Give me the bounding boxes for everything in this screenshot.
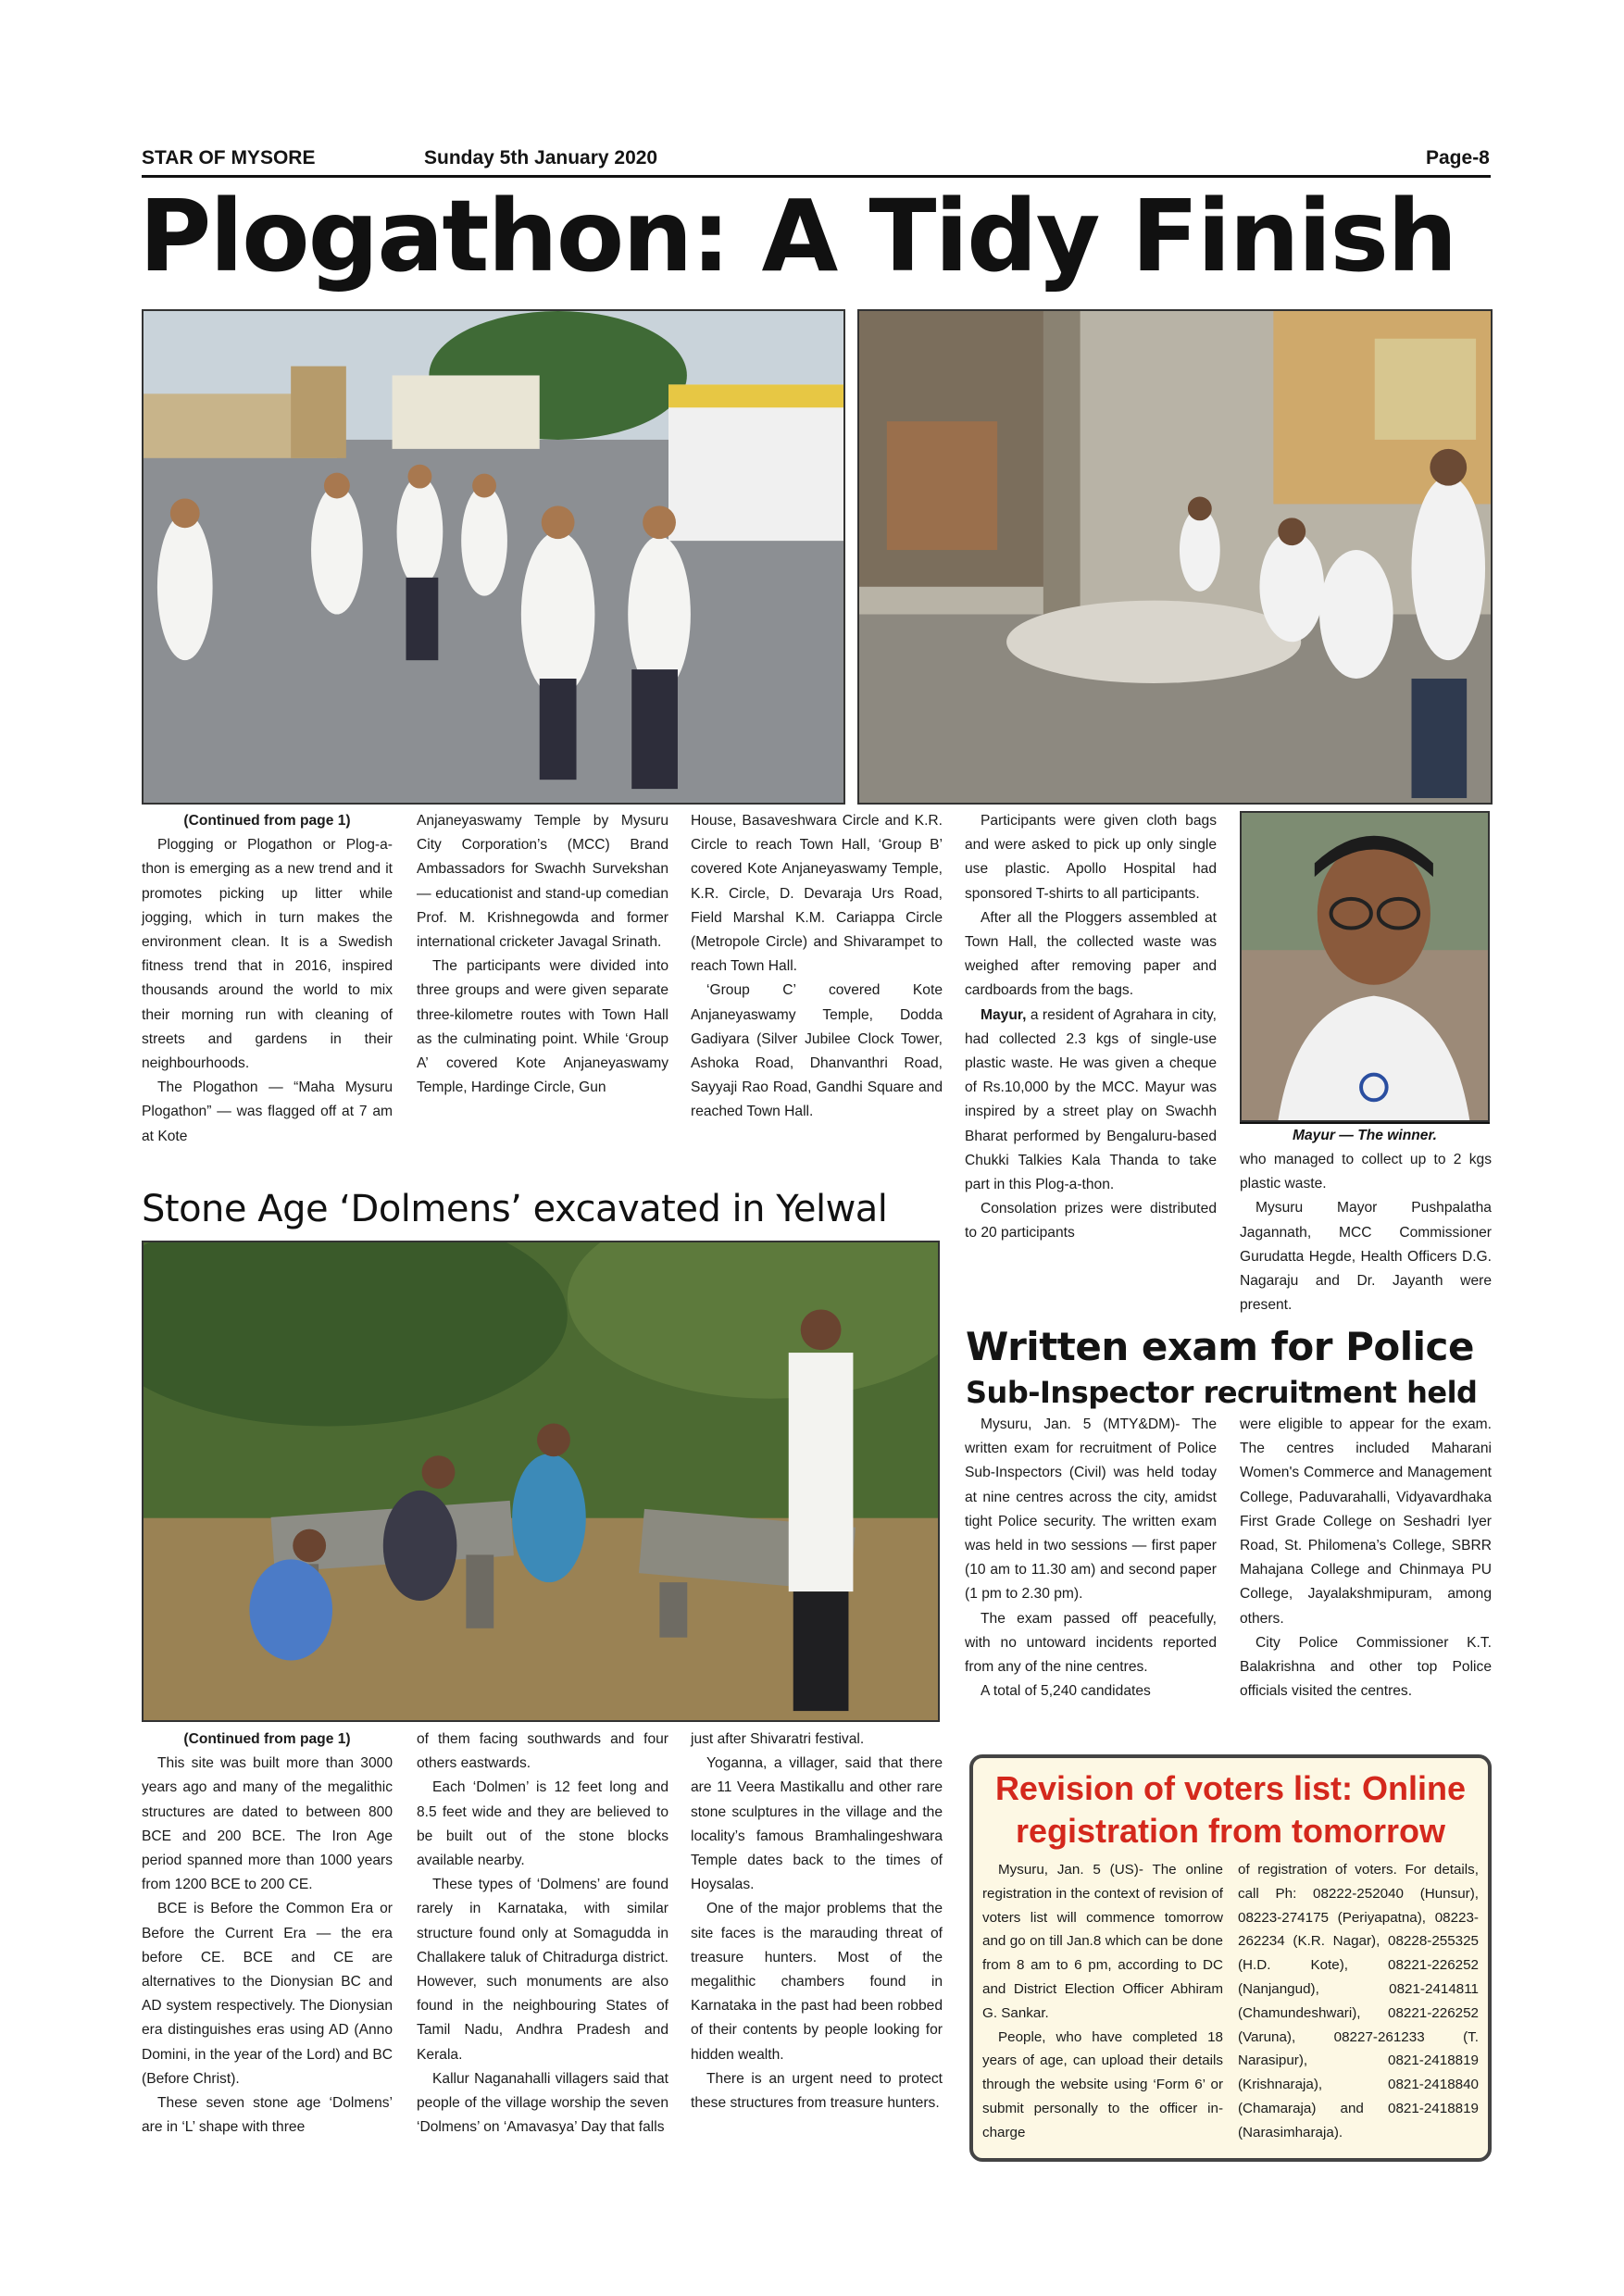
- paragraph: Anjaneyaswamy Temple by Mysuru City Corporation’s (MCC) Brand Ambassadors for Swachh Survekshan — educationist and stand-up comedian Prof. M. Krishnegowda and former international cricketer Javagal Srinath.: [417, 813, 668, 951]
- dolmen-column-2: [417, 1728, 668, 2140]
- winner-portrait-photo: [1240, 811, 1490, 1122]
- paragraph: BCE is Before the Common Era or Before the Current Era — the era before CE. BCE and CE are alternatives to the Dionysian BC and AD system respectively. The Dionysian era distinguishes eras using AD (Anno Domini, in the year of the Lord) and BC (Before Christ).: [142, 1901, 393, 2087]
- street-cleanup-photo: [857, 309, 1493, 805]
- paragraph: who managed to collect up to 2 kgs plastic waste.: [1240, 1152, 1492, 1192]
- continued-note: (Continued from page 1): [183, 813, 351, 829]
- continued-note: (Continued from page 1): [183, 1731, 351, 1747]
- paragraph: [965, 1004, 1217, 1198]
- paragraph: of them facing southwards and four others eastwards.: [417, 1731, 668, 1772]
- dolmen-column-3: [691, 1728, 943, 2115]
- plogathon-column-3: [691, 809, 943, 1125]
- paragraph: Mysuru Mayor Pushpalatha Jagannath, MCC Commissioner Gurudatta Hegde, Health Officers D.G. Nagaraju and Dr. Jayanth were present.: [1240, 1200, 1492, 1314]
- paragraph: This site was built more than 3000 years ago and many of the megalithic structures are dated to between 800 BCE and 200 BCE. The Iron Age period spanned more than 1000 years from 1200 BCE to 200 CE.: [142, 1755, 393, 1893]
- paragraph: The participants were divided into three groups and were given separate three-kilometre routes with Town Hall as the culminating point. While ‘Group A’ covered Kote Anjaneyaswamy Temple, Hardinge Circle, Gun: [417, 958, 668, 1096]
- dolmen-excavation-photo: [142, 1241, 940, 1722]
- plogathon-participants-photo: [142, 309, 845, 805]
- paragraph: A total of 5,240 candidates: [981, 1683, 1151, 1700]
- police-column-1: [965, 1413, 1217, 1703]
- voters-list-box: [969, 1754, 1492, 2162]
- voters-column-1: [982, 1858, 1223, 2145]
- paragraph: After all the Ploggers assembled at Town Hall, the collected waste was weighed after removing paper and cardboards from the bags.: [965, 909, 1217, 999]
- plogathon-column-5: [1240, 1148, 1492, 1317]
- page-number: Page-8: [1426, 147, 1490, 168]
- paragraph: City Police Commissioner K.T. Balakrishna and other top Police officials visited the centres.: [1240, 1634, 1492, 1700]
- paragraph: The Plogathon — “Maha Mysuru Plogathon” — was flagged off at 7 am at Kote: [142, 1079, 393, 1144]
- main-headline: Plogathon: A Tidy Finish: [139, 180, 1456, 294]
- paragraph: Yoganna, a villager, said that there are 11 Veera Mastikallu and other rare stone sculptures in the village and the locality’s famous Bramhalingeshwara Temple dates back to the times of Hoysalas.: [691, 1755, 943, 1893]
- winner-caption: Mayur — The winner.: [1293, 1128, 1437, 1143]
- paragraph: People, who have completed 18 years of age, can upload their details through the website using ‘Form 6’ or submit personally to the officer in-charge: [982, 2028, 1223, 2140]
- masthead-rule: [142, 175, 1491, 178]
- voters-headline: Revision of voters list: Online: [994, 1769, 1467, 1807]
- paper-name: STAR OF MYSORE: [142, 147, 316, 168]
- dolmen-headline: Stone Age ‘Dolmens’ excavated in Yelwal: [142, 1188, 888, 1230]
- plogathon-column-2: [417, 809, 668, 1100]
- paragraph: There is an urgent need to protect these structures from treasure hunters.: [691, 2070, 943, 2112]
- voters-subheadline: registration from tomorrow: [1015, 1812, 1446, 1850]
- paragraph: ‘Group C’ covered Kote Anjaneyaswamy Temple, Dodda Gadiyara (Silver Jubilee Clock Tower, Ashoka Road, Dhanvanthri Road, Sayyaji Rao Road, Gandhi Square and reached Town Hall.: [691, 982, 943, 1120]
- paragraph: Each ‘Dolmen’ is 12 feet long and 8.5 feet wide and they are believed to be built out of the stone blocks available nearby.: [417, 1779, 668, 1869]
- plogathon-column-1: [142, 809, 393, 1149]
- paragraph: Plogging or Plogathon or Plog-a-thon is emerging as a new trend and it promotes picking up litter while jogging, which in turn makes the environment clean. It is a Swedish fitness trend that in 2016, inspired thousands around the world to mix their morning run with cleaning of streets and gardens in their neighbourhoods.: [142, 837, 393, 1072]
- dolmen-column-1: [142, 1728, 393, 2140]
- police-subheadline: Sub-Inspector recruitment held: [966, 1375, 1478, 1410]
- paragraph: Mysuru, Jan. 5 (US)- The online registration in the context of revision of voters list will commence tomorrow and go on till Jan.8 which can be done from 8 am to 6 pm, according to DC and District Election Officer Abhiram G. Sankar.: [982, 1862, 1224, 2021]
- paragraph: One of the major problems that the site faces is the marauding threat of treasure hunters. Most of the megalithic chambers found in Karnataka in the past had been robbed of their contents by people looking for hidden wealth.: [691, 1901, 943, 2063]
- voters-column-2: [1238, 1858, 1479, 2145]
- paragraph: These seven stone age ‘Dolmens’ are in ‘L’ shape with three: [142, 2095, 393, 2136]
- paragraph: These types of ‘Dolmens’ are found rarely in Karnataka, with similar structure found only at Somagudda in Challakere taluk of Chitradurga district. However, such monuments are also found in the neighbouring States of Tamil Nadu, Andhra Pradesh and Kerala.: [417, 1877, 668, 2063]
- paragraph: of registration of voters. For details, call Ph: 08222-252040 (Hunsur), 08223-274175 (Periyapatna), 08223-262234 (K.R. Nagar), 08228-255325 (H.D. Kote), 08221-226252 (Nanjangud), 0821-2414811 (Chamundeshwari), 08221-226252 (Varuna), 08227-261233 (T. Narasipur), 0821-2418819 (Krishnaraja), 0821-2418840 (Chamaraja) and 0821-2418819 (Narasimharaja).: [1238, 1862, 1479, 2140]
- paragraph: Kallur Naganahalli villagers said that people of the village worship the seven ‘Dolmens’ on ‘Amavasya’ Day that falls: [417, 2070, 668, 2136]
- police-column-2: [1240, 1413, 1492, 1703]
- police-headline: Written exam for Police: [966, 1324, 1474, 1369]
- paragraph: Participants were given cloth bags and were asked to pick up only single use plastic. Apollo Hospital had sponsored T-shirts to all participants.: [965, 813, 1217, 902]
- plogathon-column-4: [965, 809, 1217, 1246]
- paragraph: just after Shivaratri festival.: [691, 1731, 865, 1747]
- paragraph: Consolation prizes were distributed to 20 participants: [965, 1201, 1217, 1242]
- winner-name: Mayur,: [981, 1006, 1027, 1023]
- issue-date: Sunday 5th January 2020: [424, 147, 658, 168]
- paragraph: The exam passed off peacefully, with no untoward incidents reported from any of the nine centres.: [965, 1610, 1217, 1676]
- paragraph: Mysuru, Jan. 5 (MTY&DM)- The written exam for recruitment of Police Sub-Inspectors (Civil) was held today at nine centres across the city, amidst tight Police security. The written exam was held in two sessions — first paper (10 am to 11.30 am) and second paper (1 pm to 2.30 pm).: [965, 1416, 1217, 1603]
- paragraph: were eligible to appear for the exam. The centres included Maharani Women's Commerce and Management College, Paduvarahalli, Vidyavardhaka First Grade College on Seshadri Iyer Road, St. Philomena’s College, SBRR Mahajana College and Chinmaya PU College, Jayalakshmipuram, among others.: [1240, 1416, 1492, 1627]
- winner-text: a resident of Agrahara in city, had collected 2.3 kgs of single-use plastic waste. He was given a cheque of Rs.10,000 by the MCC. Mayur was inspired by a street play on Swachh Bharat performed by Bengaluru-based Chukki Talkies Kala Thanda to take part in this Plog-a-thon.: [965, 1006, 1217, 1193]
- paragraph: House, Basaveshwara Circle and K.R. Circle to reach Town Hall, ‘Group B’ covered Kote Anjaneyaswamy Temple, K.R. Circle, D. Devaraja Urs Road, Field Marshal K.M. Cariappa Circle (Metropole Circle) and Shivarampet to reach Town Hall.: [691, 813, 943, 975]
